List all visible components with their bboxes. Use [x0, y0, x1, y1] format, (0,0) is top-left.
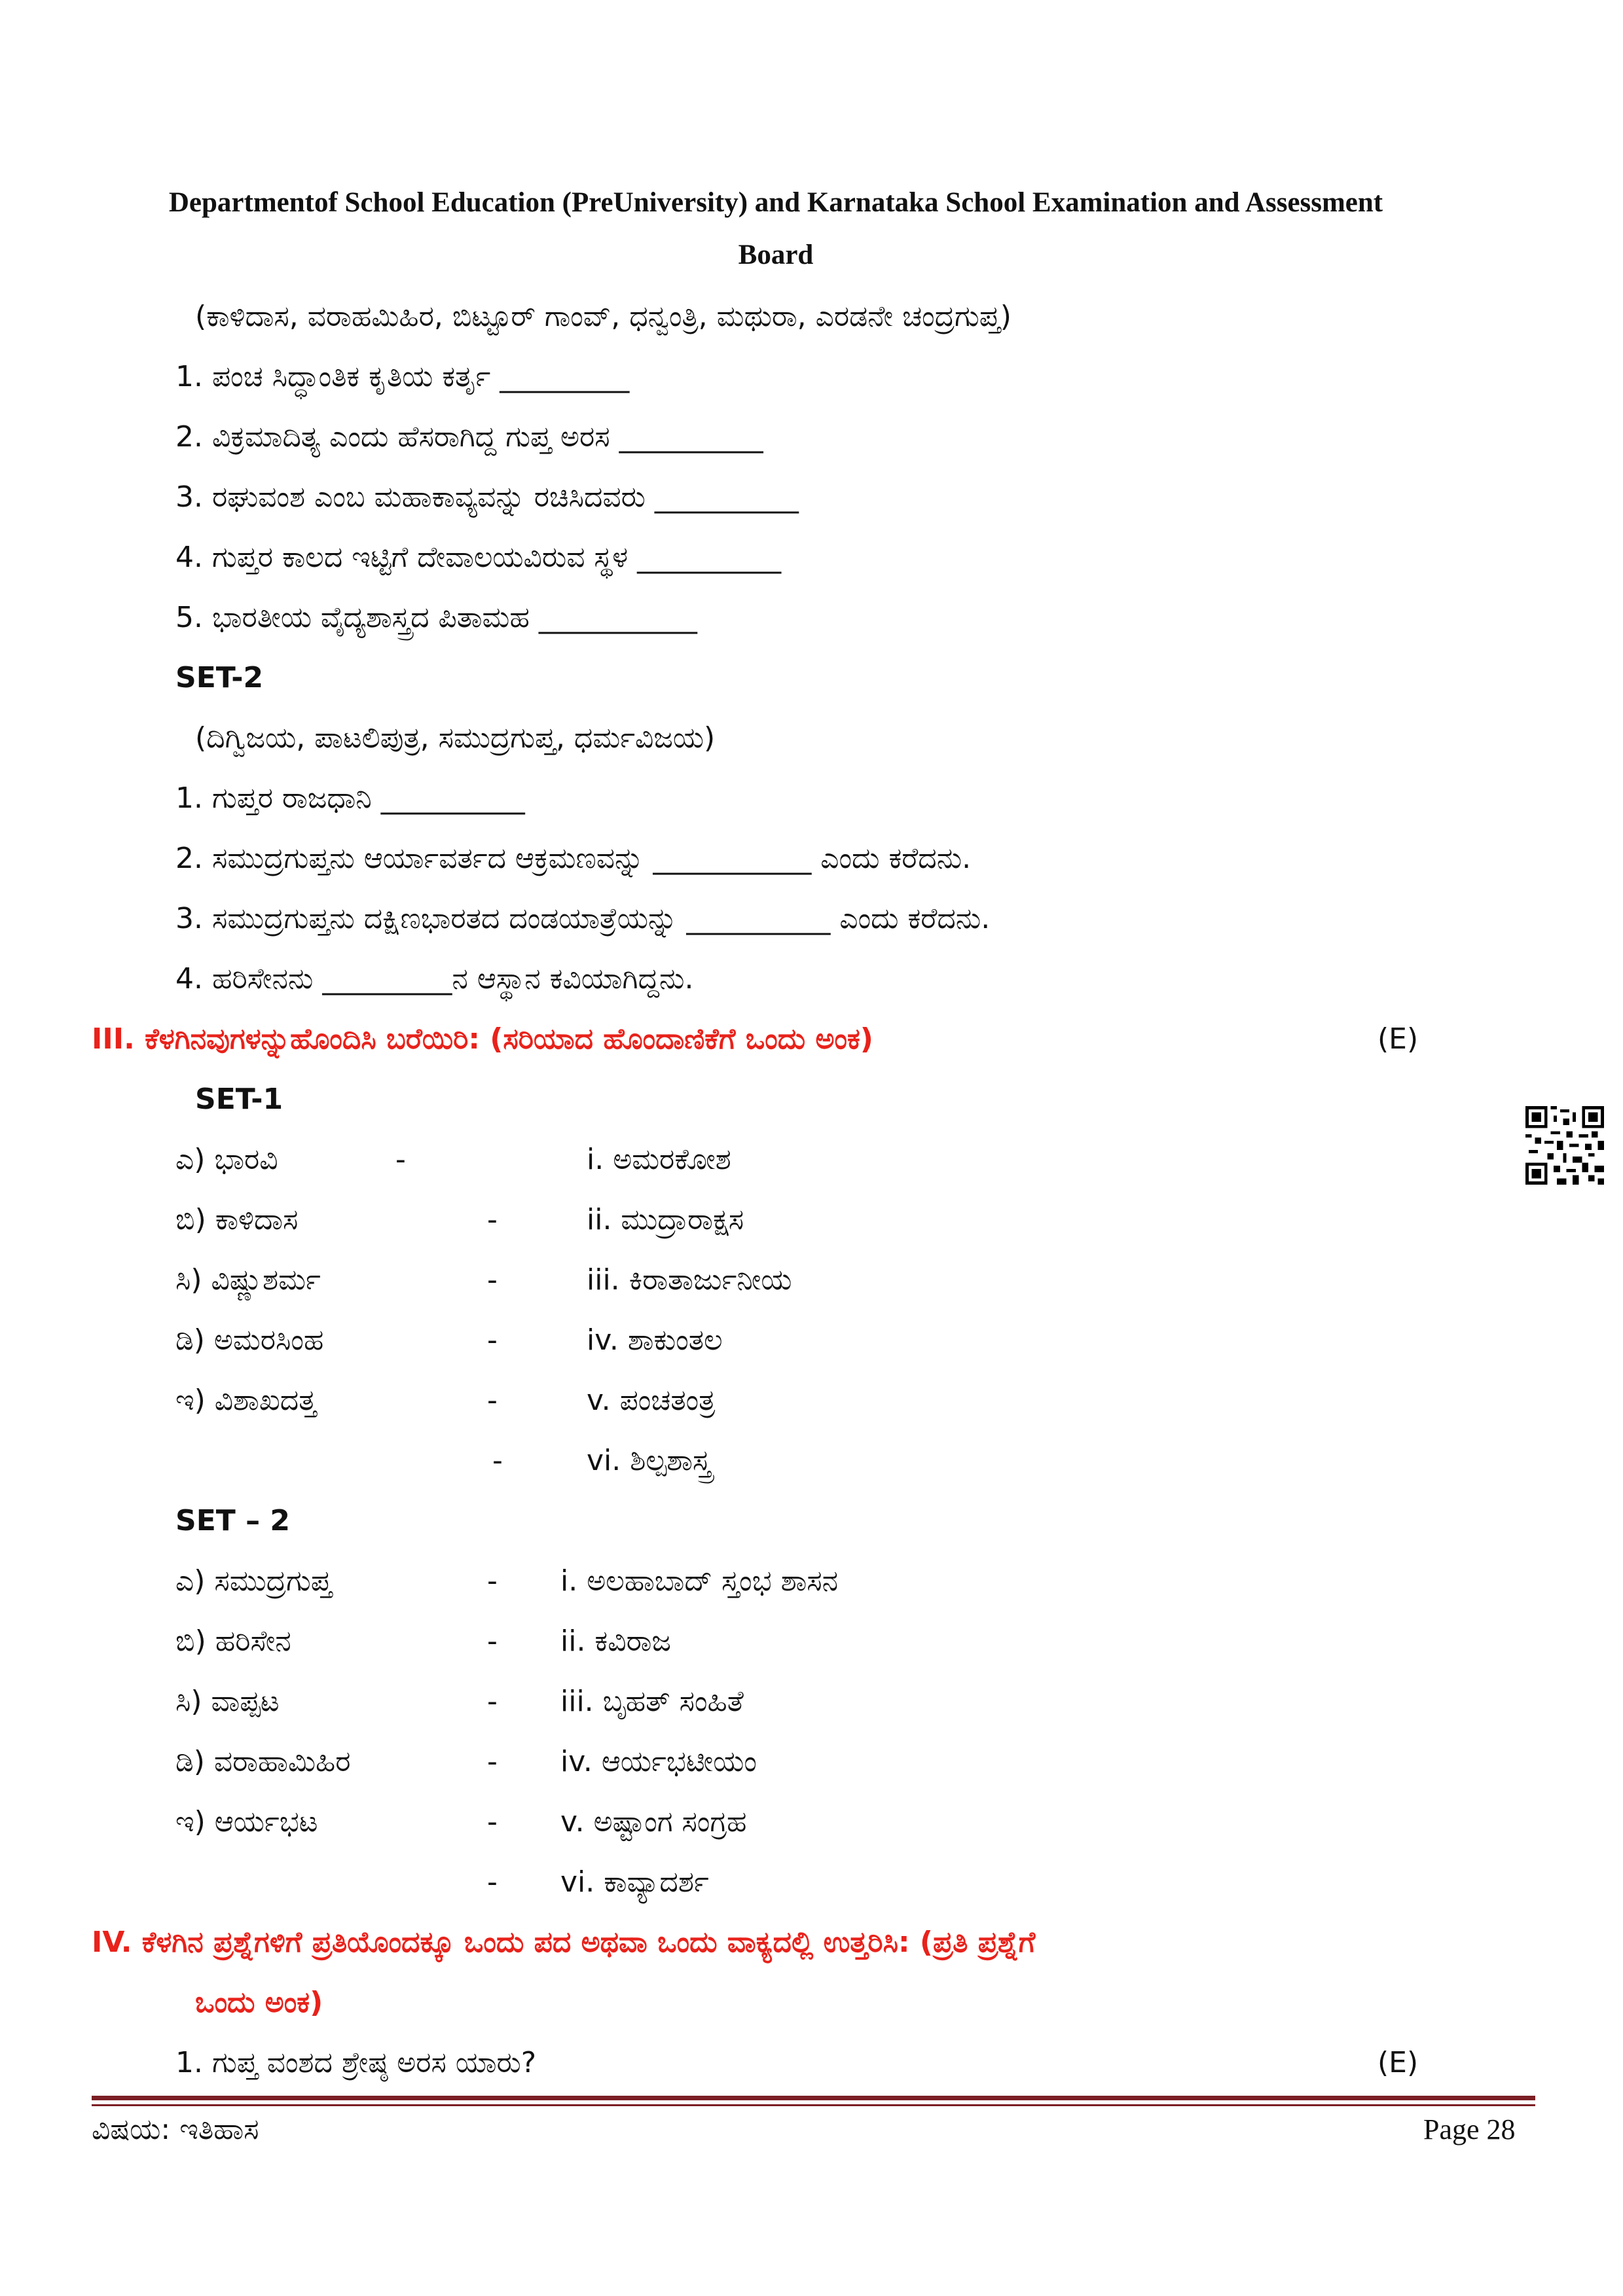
- set2-question-3: 3. ಸಮುದ್ರಗುಪ್ತನು ದಕ್ಷಿಣಭಾರತದ ದಂಡಯಾತ್ರೆಯನ್ನು __________ ಎಂದು ಕರೆದನು.: [175, 902, 991, 935]
- match-set1-right-ii: ii. ಮುದ್ರಾರಾಕ್ಷಸ: [587, 1203, 744, 1236]
- header-line-1: Departmentof School Education (PreUniversity) and Karnataka School Examination and Assessment: [168, 187, 1383, 218]
- match-set1-left-e: ಇ) ವಿಶಾಖದತ್ತ: [175, 1384, 317, 1417]
- set1-question-3: 3. ರಘುವಂಶ ಎಂಬ ಮಹಾಕಾವ್ಯವನ್ನು ರಚಿಸಿದವರು __________: [175, 480, 799, 514]
- match-set1-left-c: ಸಿ) ವಿಷ್ಣುಶರ್ಮ: [175, 1263, 321, 1297]
- set2-options: (ದಿಗ್ವಿಜಯ, ಪಾಟಲಿಪುತ್ರ, ಸಮುದ್ರಗುಪ್ತ, ಧರ್ಮವಿಜಯ): [195, 721, 716, 755]
- page-header: [0, 177, 1552, 281]
- match-set1-dash-b: -: [487, 1203, 498, 1236]
- match-set2-dash-b: -: [487, 1624, 498, 1658]
- match-set2-dash-c: -: [487, 1685, 498, 1718]
- set1-question-4: 4. ಗುಪ್ತರ ಕಾಲದ ಇಟ್ಟಿಗೆ ದೇವಾಲಯವಿರುವ ಸ್ಥಳ __________: [175, 541, 782, 574]
- footer-subject: ವಿಷಯ: ಇತಿಹಾಸ: [92, 2113, 259, 2146]
- footer-rule-thick: [92, 2096, 1535, 2100]
- qr-code-icon: [1525, 1106, 1604, 1185]
- section3-heading: III. ಕೆಳಗಿನವುಗಳನ್ನುಹೊಂದಿಸಿ ಬರೆಯಿರಿ: (ಸರಿಯಾದ ಹೊಂದಾಣಿಕೆಗೆ ಒಂದು ಅಂಕ): [92, 1022, 873, 1056]
- match-set2-label: SET – 2: [175, 1504, 291, 1537]
- match-set2-right-ii: ii. ಕವಿರಾಜ: [560, 1624, 671, 1658]
- match-set1-dash-e: -: [487, 1384, 498, 1417]
- match-set2-left-b: ಬಿ) ಹರಿಸೇನ: [175, 1624, 291, 1658]
- section4-question-1: 1. ಗುಪ್ತ ವಂಶದ ಶ್ರೇಷ್ಠ ಅರಸ ಯಾರು?: [175, 2046, 537, 2079]
- set2-question-2: 2. ಸಮುದ್ರಗುಪ್ತನು ಆರ್ಯಾವರ್ತದ ಆಕ್ರಮಣವನ್ನು ___________ ಎಂದು ಕರೆದನು.: [175, 842, 972, 875]
- set2-label: SET-2: [175, 661, 264, 694]
- match-set2-left-d: ಡಿ) ವರಾಹಾಮಿಹಿರ: [175, 1745, 351, 1778]
- match-set1-left-a: ಎ) ಭಾರವಿ: [175, 1143, 278, 1176]
- match-set1-left-d: ಡಿ) ಅಮರಸಿಂಹ: [175, 1323, 324, 1357]
- set1-question-2: 2. ವಿಕ್ರಮಾದಿತ್ಯ ಎಂದು ಹೆಸರಾಗಿದ್ದ ಗುಪ್ತ ಅರಸ __________: [175, 420, 763, 454]
- set1-question-5: 5. ಭಾರತೀಯ ವೈದ್ಯಶಾಸ್ತ್ರದ ಪಿತಾಮಹ ___________: [175, 601, 697, 634]
- match-set2-dash-f: -: [487, 1865, 498, 1899]
- match-set1-right-i: i. ಅಮರಕೋಶ: [587, 1143, 731, 1176]
- match-set2-left-e: ಇ) ಆರ್ಯಭಟ: [175, 1805, 318, 1839]
- set2-question-4: 4. ಹರಿಸೇನನು _________ನ ಆಸ್ಥಾನ ಕವಿಯಾಗಿದ್ದನು.: [175, 962, 694, 996]
- match-set2-dash-e: -: [487, 1805, 498, 1839]
- section4-mark: (E): [1377, 2046, 1419, 2079]
- match-set2-right-iii: iii. ಬೃಹತ್ ಸಂಹಿತೆ: [560, 1685, 744, 1718]
- footer-page-number: Page 28: [1423, 2113, 1516, 2145]
- match-set2-left-c: ಸಿ) ವಾಪ್ಪಟ: [175, 1685, 280, 1718]
- match-set1-right-v: v. ಪಂಚತಂತ್ರ: [587, 1384, 716, 1417]
- section4-heading-line-2: ಒಂದು ಅಂಕ): [195, 1986, 323, 2019]
- match-set1-dash-f: -: [492, 1444, 503, 1477]
- match-set2-right-v: v. ಅಷ್ಟಾಂಗ ಸಂಗ್ರಹ: [560, 1805, 747, 1839]
- match-set1-label: SET-1: [195, 1083, 283, 1116]
- match-set2-dash-a: -: [487, 1564, 498, 1598]
- match-set2-right-iv: iv. ಆರ್ಯಭಟೀಯಂ: [560, 1745, 757, 1778]
- match-set1-left-b: ಬಿ) ಕಾಳಿದಾಸ: [175, 1203, 299, 1236]
- match-set1-right-iv: iv. ಶಾಕುಂತಲ: [587, 1323, 723, 1357]
- match-set2-right-i: i. ಅಲಹಾಬಾದ್ ಸ್ತಂಭ ಶಾಸನ: [560, 1564, 839, 1598]
- set2-question-1: 1. ಗುಪ್ತರ ರಾಜಧಾನಿ __________: [175, 781, 525, 815]
- set1-question-1: 1. ಪಂಚ ಸಿದ್ಧಾಂತಿಕ ಕೃತಿಯ ಕರ್ತೃ _________: [175, 360, 630, 393]
- match-set1-dash-c: -: [487, 1263, 498, 1297]
- section3-mark: (E): [1377, 1022, 1419, 1056]
- match-set2-left-a: ಎ) ಸಮುದ್ರಗುಪ್ತ: [175, 1564, 332, 1598]
- footer-rule-thin: [92, 2104, 1535, 2106]
- section4-heading-line-1: IV. ಕೆಳಗಿನ ಪ್ರಶ್ನೆಗಳಿಗೆ ಪ್ರತಿಯೊಂದಕ್ಕೂ ಒಂದು ಪದ ಅಥವಾ ಒಂದು ವಾಕ್ಯದಲ್ಲಿ ಉತ್ತರಿಸಿ: (ಪ್ರತಿ ಪ್ರಶ್ನೆಗೆ: [92, 1926, 1036, 1959]
- set1-options: (ಕಾಳಿದಾಸ, ವರಾಹಮಿಹಿರ, ಬಿಟ್ಟೂರ್ ಗಾಂವ್, ಧನ್ವಂತ್ರಿ, ಮಥುರಾ, ಎರಡನೇ ಚಂದ್ರಗುಪ್ತ): [195, 300, 1012, 333]
- match-set1-dash-a: -: [395, 1143, 406, 1176]
- header-line-2: Board: [738, 240, 814, 270]
- match-set2-right-vi: vi. ಕಾವ್ಯಾದರ್ಶ: [560, 1865, 709, 1899]
- match-set1-right-iii: iii. ಕಿರಾತಾರ್ಜುನೀಯ: [587, 1263, 792, 1297]
- match-set1-right-vi: vi. ಶಿಲ್ಪಶಾಸ್ತ್ರ: [587, 1444, 712, 1477]
- match-set2-dash-d: -: [487, 1745, 498, 1778]
- match-set1-dash-d: -: [487, 1323, 498, 1357]
